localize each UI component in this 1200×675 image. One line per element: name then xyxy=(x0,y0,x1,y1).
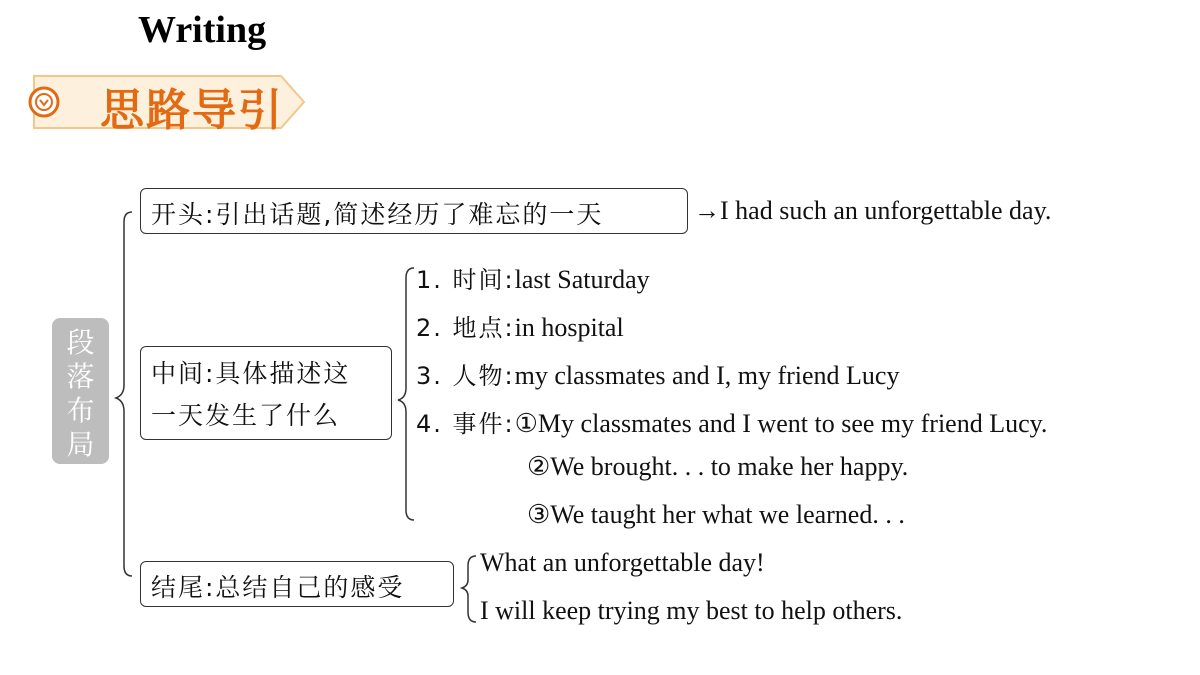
opening-text: I had such an unforgettable day. xyxy=(720,196,1052,225)
item-value: in hospital xyxy=(514,313,624,342)
arrow: → xyxy=(694,196,720,225)
side-label-paragraph-layout xyxy=(52,318,109,464)
side-label-char: 局 xyxy=(66,428,95,461)
ending-sentence: I will keep trying my best to help others. xyxy=(480,596,903,625)
event-line: ③We taught her what we learned. . . xyxy=(527,500,905,529)
opening-sentence xyxy=(694,196,1051,226)
item-label: 1. 时间: xyxy=(416,266,515,294)
side-label-char: 段 xyxy=(66,326,95,359)
ending-sentence: What an unforgettable day! xyxy=(480,548,765,577)
side-label-char: 落 xyxy=(66,360,95,393)
page-title: Writing xyxy=(138,9,267,51)
middle-box xyxy=(140,346,392,440)
ending-box: 结尾:总结自己的感受 xyxy=(140,561,454,607)
middle-item xyxy=(416,404,1047,439)
middle-item xyxy=(416,308,624,343)
item-value: my classmates and I, my friend Lucy xyxy=(514,361,900,390)
middle-box-line: 中间:具体描述这 xyxy=(151,359,351,388)
middle-item xyxy=(416,260,650,295)
opening-box: 开头:引出话题,简述经历了难忘的一天 xyxy=(140,188,688,234)
item-label: 3. 人物: xyxy=(416,362,515,390)
item-label: 4. 事件: xyxy=(416,410,515,438)
item-label: 2. 地点: xyxy=(416,314,515,342)
banner-label: 思路导引 xyxy=(100,85,284,136)
side-label-char: 布 xyxy=(66,394,95,427)
item-value: last Saturday xyxy=(514,265,650,294)
item-value: ①My classmates and I went to see my friend Lucy. xyxy=(514,409,1048,438)
event-line: ②We brought. . . to make her happy. xyxy=(527,452,909,481)
middle-box-line: 一天发生了什么 xyxy=(151,401,341,430)
middle-item xyxy=(416,356,899,391)
